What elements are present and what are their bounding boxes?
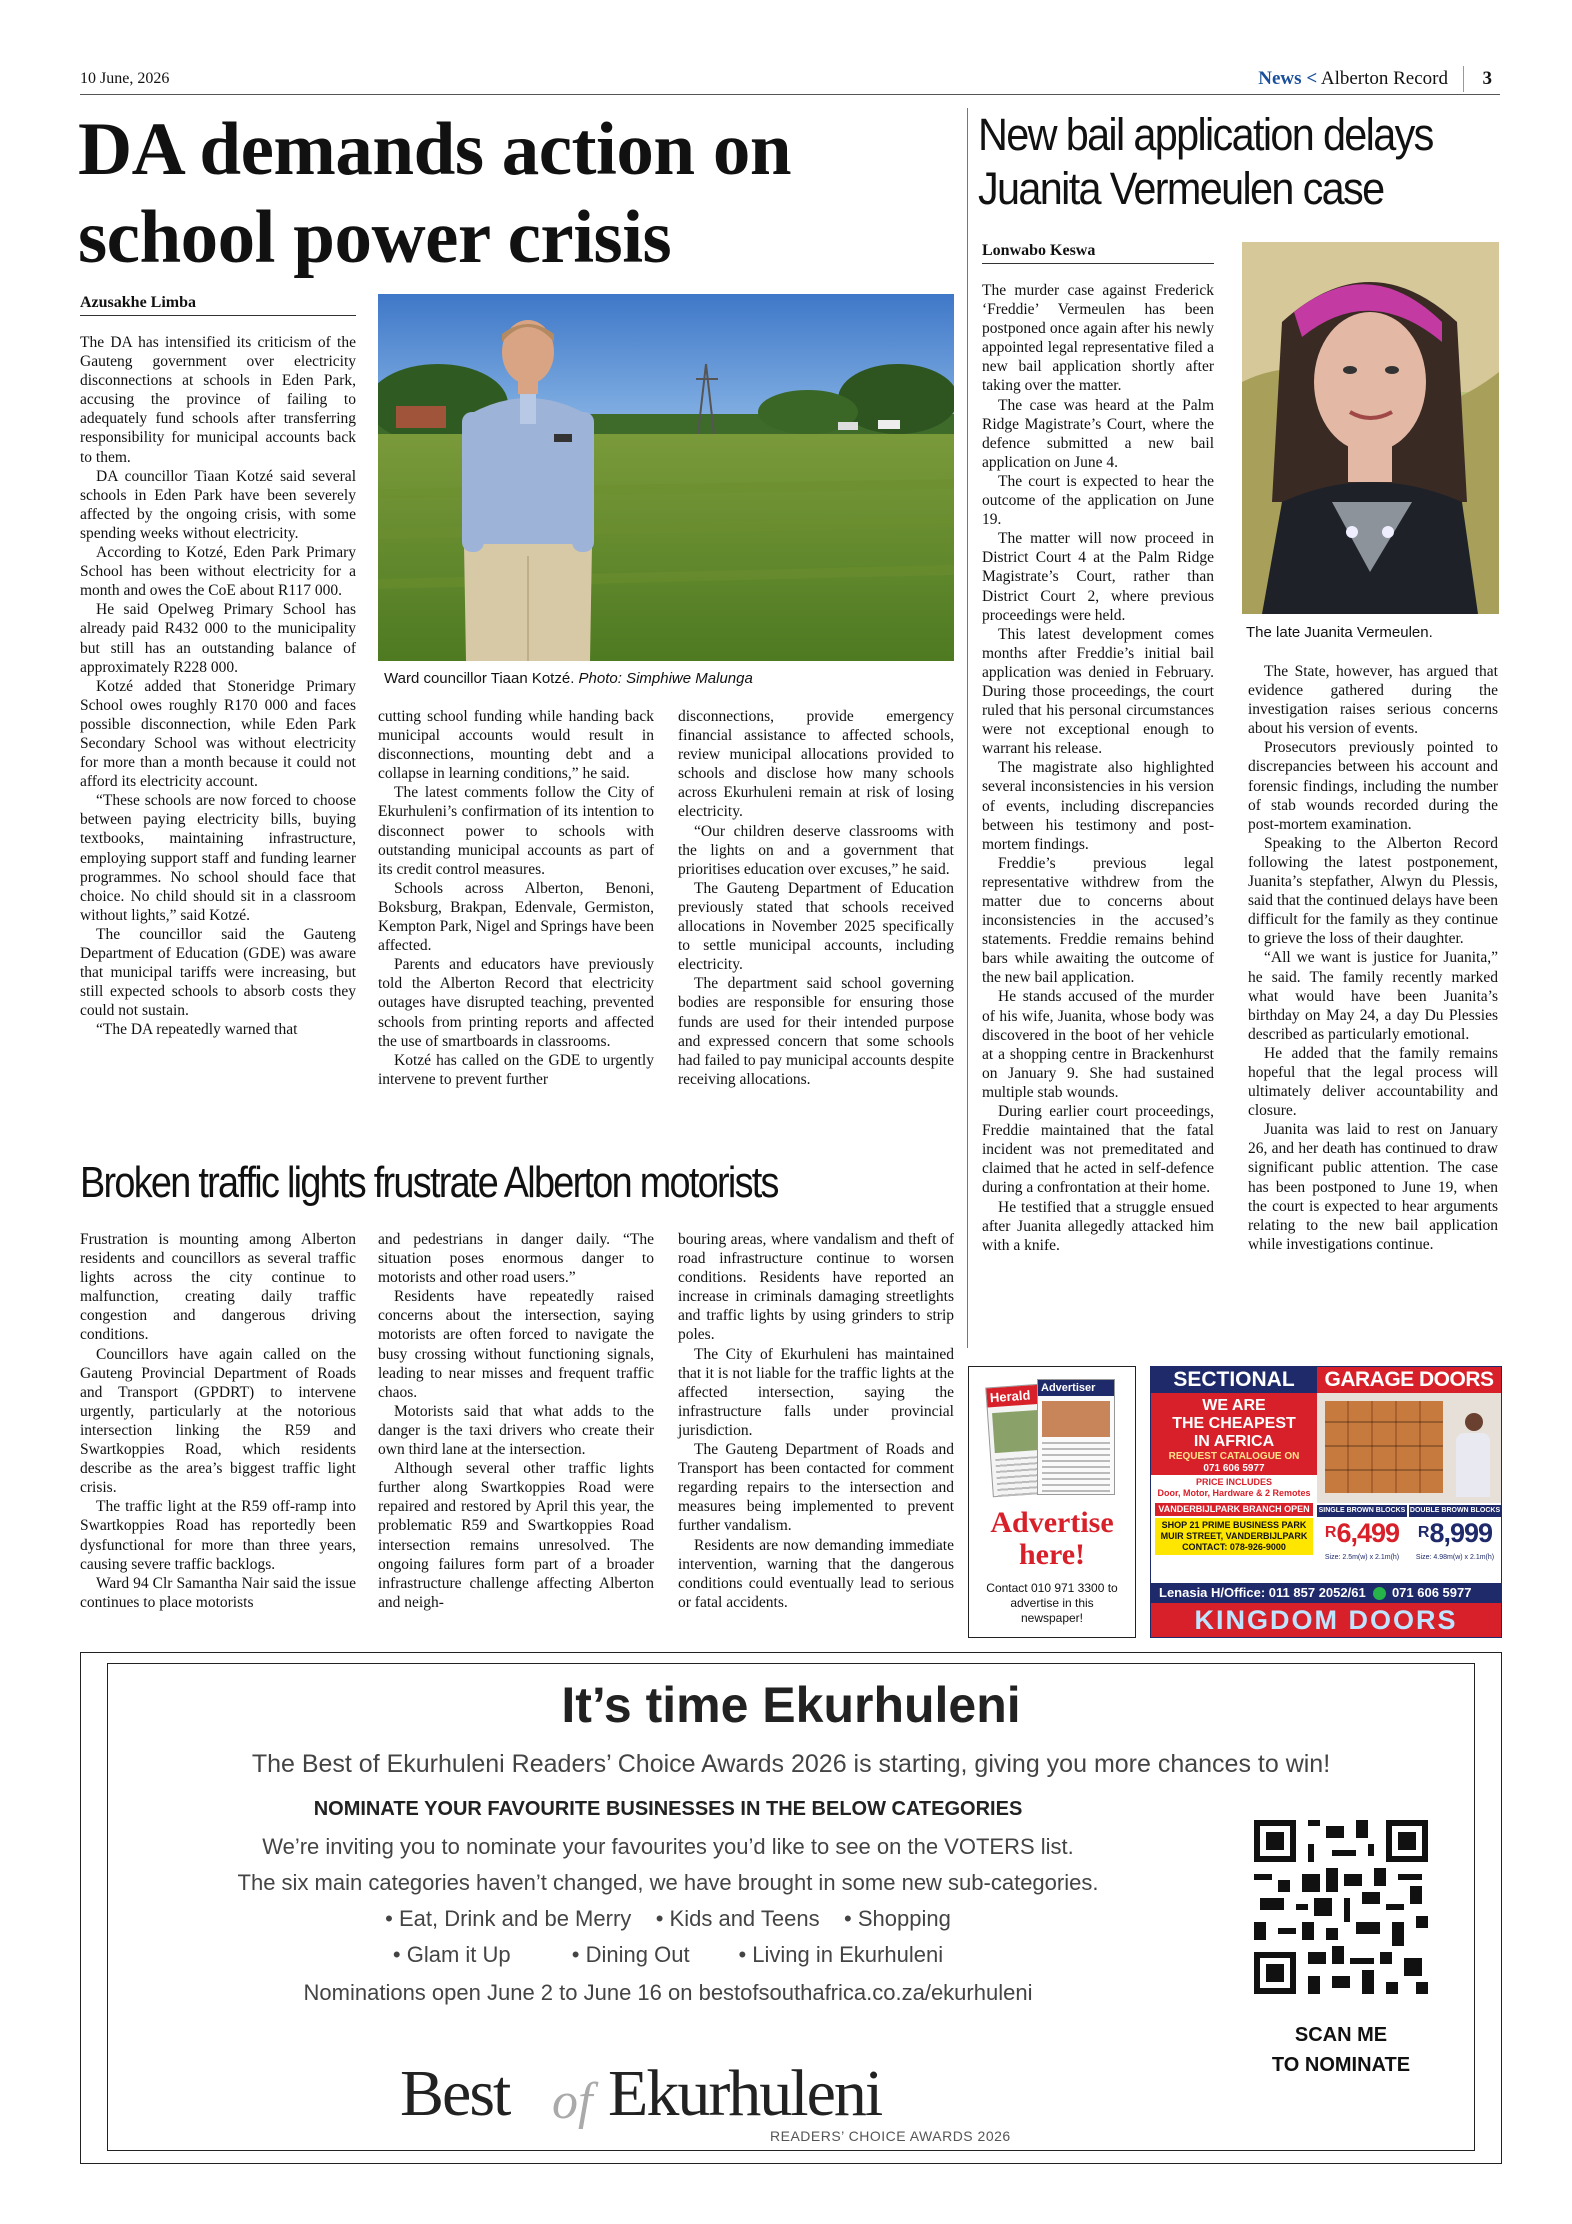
nominate-line1: We’re inviting you to nominate your favourites you’d like to see on the VOTERS list. — [262, 1834, 1074, 1859]
single-door-price — [1317, 1505, 1407, 1581]
single-size: Size: 2.5m(w) x 2.1m(h) — [1324, 1554, 1400, 1561]
story2-col1-p10: He testified that a struggle ensued after Juanita allegedly attacked him with a knife. — [982, 1198, 1214, 1254]
awards-advert-frame — [80, 1652, 1502, 2164]
head-office-bar — [1151, 1583, 1501, 1603]
branch-title: VANDERBIJLPARK BRANCH OPEN — [1155, 1503, 1313, 1516]
story2-col2-p1: The State, however, has argued that evidence gathered during the investigation raises serious concerns about his version of events. — [1248, 663, 1498, 738]
story3-col2-p2: Residents have repeatedly raised concerns about the intersection, saying motorists are often forced to navigate the busy crossing without functioning signals, leading to near misses and frequent traffic chaos. — [378, 1288, 654, 1401]
story2-photo — [1242, 242, 1499, 614]
house-advert[interactable] — [968, 1366, 1136, 1638]
logo-place: Ekurhuleni — [608, 2057, 882, 2130]
story3-col1-p4: Ward 94 Clr Samantha Nair said the issue continues to place motorists — [80, 1574, 356, 1611]
story3-col1-p1: Frustration is mounting among Alberton residents and councillors as several traffic lights across the city continue to malfunction, creating daily traffic congestion and dangerous driving conditions. — [80, 1231, 356, 1344]
head-office-whatsapp[interactable]: 071 606 5977 — [1391, 1585, 1472, 1600]
story1-col2-p3: Schools across Alberton, Benoni, Boksburg, Brakpan, Edenvale, Germiston, Kempton Park, Nigel and Springs have been affected. — [378, 879, 654, 955]
scan-me-label — [1218, 2020, 1464, 2080]
story1-col1-p2: DA councillor Tiaan Kotzé said several schools in Eden Park have been severely affected by the ongoing crisis, with some spending weeks without electricity. — [80, 467, 356, 542]
single-price-row — [1317, 1517, 1407, 1554]
story1-col2-p5: Kotzé has called on the GDE to urgently intervene to prevent further — [378, 1051, 654, 1088]
double-price-row — [1409, 1517, 1501, 1554]
garage-door-image — [1317, 1393, 1501, 1503]
story2-col1-p8: He stands accused of the murder of his wife, Juanita, whose body was discovered in the boot of her vehicle at a shopping centre in Brackenhurst on January 9. She had sustained multiple stab wounds. — [982, 988, 1214, 1101]
sectional-banner: SECTIONAL — [1151, 1367, 1317, 1393]
branch-info — [1151, 1503, 1317, 1557]
story2-col1-p5: This latest development comes months after Freddie’s initial bail application was denied in February. During those proceedings, the court ruled that his personal circumstances were not exceptional enough to warrant his release. — [982, 625, 1214, 758]
story2-col1-p4: The matter will now proceed in District Court 4 at the Palm Ridge Magistrate’s Court, rather than District Court 2, where previous proceedings were held. — [982, 530, 1214, 624]
claim-line2: THE CHEAPEST — [1172, 1415, 1296, 1432]
header-divider — [1463, 66, 1464, 92]
story2-col1-p1: The murder case against Frederick ‘Freddie’ Vermeulen has been postponed once again after his newly appointed legal representative filed a new bail application shortly after taking over the matter. — [982, 282, 1214, 395]
paper2-photo — [1042, 1401, 1110, 1437]
single-price: 6,499 — [1336, 1518, 1400, 1548]
catalogue-number[interactable]: 071 606 5977 — [1203, 1463, 1265, 1474]
logo-tagline: READERS’ CHOICE AWARDS 2026 — [770, 2128, 1011, 2144]
story3-col3 — [678, 1230, 954, 1612]
story3-col2-p1: and pedestrians in danger daily. “The situation poses enormous danger to motorists and other road users.” — [378, 1231, 654, 1287]
story1-byline: Azusakhe Limba — [80, 294, 356, 316]
story1-headline — [78, 106, 958, 282]
single-currency: R — [1324, 1524, 1337, 1541]
story3-col3-p4: Residents are now demanding immediate intervention, warning that the dangerous conditions could eventually lead to serious or fatal accidents. — [678, 1536, 954, 1611]
figure-body — [1456, 1433, 1490, 1497]
category-item: • Shopping — [844, 1906, 951, 1931]
price-includes — [1151, 1475, 1317, 1499]
section-separator: < — [1306, 68, 1318, 89]
story2-col1-p6: The magistrate also highlighted several inconsistencies in his version of events, including discrepancies between his testimony and post-mortem findings. — [982, 759, 1214, 853]
paper-front — [1037, 1379, 1115, 1495]
price-includes-items: Door, Motor, Hardware & 2 Remotes — [1157, 1488, 1311, 1498]
nominations-dates[interactable]: Nominations open June 2 to June 16 on bestofsouthafrica.co.za/ekurhuleni — [303, 1980, 1033, 2005]
story1-col2-p4: Parents and educators have previously told the Alberton Record that electricity outages have disrupted teaching, prevented schools from printing reports and affected the use of smartboards in classrooms. — [378, 956, 654, 1050]
awards-title: It’s time Ekurhuleni — [561, 1677, 1021, 1733]
price-includes-label: PRICE INCLUDES — [1195, 1477, 1272, 1487]
category-item: • Eat, Drink and be Merry — [385, 1906, 632, 1931]
garage-doors-banner: GARAGE DOORS — [1317, 1367, 1501, 1393]
story2-col1-p3: The court is expected to hear the outcome of the application on June 19. — [982, 472, 1214, 529]
logo-of: of — [552, 2073, 593, 2130]
category-item: • Kids and Teens — [655, 1906, 820, 1931]
story2-col2 — [1248, 662, 1498, 1254]
story1-col2 — [378, 707, 654, 1089]
story1-headline-line1: DA demands action on — [78, 108, 792, 191]
story3-col2-p3: Motorists said that what adds to the danger is the taxi drivers who create their own third lane at the intersection. — [378, 1402, 654, 1459]
story3-col3-p1: bouring areas, where vandalism and theft of road infrastructure continue to worsen conditions. Residents have reported an increase in criminals damaging streetlights and traffic lights by using grinders to strip poles. — [678, 1231, 954, 1344]
categories-row1 — [148, 1901, 1188, 1937]
story3-col2-p4: Although several other traffic lights further along Swartkoppies Road were repaired and restored by April this year, the problematic R59 and Swartkoppies Road intersection remains unresolved. The ongoing failures form part of a broader infrastructure challenge affecting Alberton and neigh- — [378, 1460, 654, 1611]
story2-col1 — [982, 281, 1214, 1255]
story1-photo-credit: Photo: Simphiwe Malunga — [578, 670, 753, 687]
story1-col1-p3: According to Kotzé, Eden Park Primary School has been without electricity for a month and owes the CoE about R117 000. — [80, 544, 356, 600]
advertise-contact: Contact 010 971 3300 to advertise in this newspaper! — [986, 1581, 1118, 1625]
story3-col3-p3: The Gauteng Department of Roads and Transport has been contacted for comment regarding repairs to the intersection and measures being implemented to prevent further vandalism. — [678, 1441, 954, 1535]
qr-code[interactable] — [1248, 1814, 1434, 2000]
categories-row2 — [148, 1937, 1188, 1973]
story2-headline — [978, 108, 1456, 216]
scan-me-line2: TO NOMINATE — [1271, 2054, 1411, 2076]
story3-col2 — [378, 1230, 654, 1612]
story2-col1-p7: Freddie’s previous legal representative withdrew from the matter due to concerns about inconsistencies in the accused’s statements. Freddie remains behind bars while awaiting the outcome of the new bail application. — [982, 854, 1214, 987]
door-panel-lines — [1325, 1401, 1443, 1493]
branch-address-line2: MUIR STREET, VANDERBIJLPARK — [1160, 1531, 1308, 1541]
column-rule — [967, 108, 968, 1348]
advertise-here-heading: Advertise here! — [990, 1506, 1114, 1571]
story1-col3-p2: “Our children deserve classrooms with the lights on and a government that prioritises education over excuses,” he said. — [678, 822, 954, 878]
section-label — [1258, 68, 1448, 90]
double-currency: R — [1417, 1524, 1430, 1541]
paper2-lines — [1042, 1442, 1110, 1492]
story1-col3 — [678, 707, 954, 1089]
paper1-masthead: Herald — [986, 1384, 1055, 1408]
qr-code-icon — [1248, 1814, 1434, 2000]
claim-line1: WE ARE — [1202, 1397, 1266, 1414]
juanita-photo-image — [1242, 242, 1499, 614]
story1-photo-caption — [384, 670, 753, 687]
story1-col1-p7: The councillor said the Gauteng Department of Education (GDE) was aware that municipal tariffs were increasing, but still expected schools to absorb costs they could not sustain. — [80, 925, 356, 1020]
nominate-block — [148, 1798, 1188, 2013]
story2-byline: Lonwabo Keswa — [982, 242, 1214, 264]
logo-best: Best — [400, 2057, 510, 2130]
story2-col2-p4: “All we want is justice for Juanita,” he said. The family recently marked what would have been Juanita’s birthday on May 24, a day Du Plessies described as particularly emotional. — [1248, 949, 1498, 1043]
story1-headline-line2: school power crisis — [78, 196, 672, 279]
newspaper-stack — [989, 1379, 1113, 1497]
story3-headline: Broken traffic lights frustrate Alberton motorists — [80, 1158, 778, 1207]
awards-subtitle: The Best of Ekurhuleni Readers’ Choice Awards 2026 is starting, giving you more chances to win! — [251, 1750, 1331, 1778]
story2-col1-p2: The case was heard at the Palm Ridge Magistrate’s Court, where the defence submitted a new bail application on June 4. — [982, 396, 1214, 471]
publication-name: Alberton Record — [1320, 68, 1448, 89]
category-label: Glam it Up — [406, 1942, 511, 1967]
story1-col1-p4: He said Opelweg Primary School has already paid R432 000 to the municipality but still has an outstanding balance of approximately R228 000. — [80, 601, 356, 676]
story1-col2-p2: The latest comments follow the City of Ekurhuleni’s confirmation of its intention to disconnect power to schools with outstanding municipal accounts as part of its credit control measures. — [378, 784, 654, 878]
story1-col1-p6: “These schools are now forced to choose between paying electricity bills, buying textbooks, maintaining infrastructure, employing support staff and funding learner programmes. No school should face that choice. No child should sit in a classroom without lights,” said Kotzé. — [80, 792, 356, 924]
category-item: • Dining Out — [571, 1942, 690, 1967]
category-label: Eat, Drink and be Merry — [398, 1906, 632, 1931]
category-item: • Glam it Up — [392, 1942, 511, 1967]
story1-photo — [378, 294, 954, 661]
section-name: News — [1258, 68, 1302, 89]
story3-col1-p2: Councillors have again called on the Gauteng Provincial Department of Roads and Transport (GPDRT) to intervene urgently, particularly at the notorious intersection linking the R59 and Swartkoppies Road, which residents describe as the area’s biggest traffic light crisis. — [80, 1345, 356, 1497]
double-label: DOUBLE BROWN BLOCKS — [1409, 1505, 1501, 1517]
story1-col1-p5: Kotzé added that Stoneridge Primary School owes roughly R170 000 and faces possible disconnection, while Eden Park Secondary School was without electricity for more than a month because it could not afford its electricity account. — [80, 677, 356, 791]
kingdom-doors-banner: KINGDOM DOORS — [1151, 1603, 1501, 1637]
story1-col2-p1: cutting school funding while handing back municipal accounts would result in disconnections, mounting debt and a collapse in learning conditions,” he said. — [378, 708, 654, 783]
catalogue-label: REQUEST CATALOGUE ON — [1168, 1451, 1300, 1462]
head-office-number[interactable]: Lenasia H/Office: 011 857 2052/61 — [1159, 1585, 1366, 1600]
story1-col1-p1: The DA has intensified its criticism of the Gauteng government over electricity disconnections at schools in Eden Park, accusing the province of failing to adequately fund schools after transferring responsibility for municipal accounts back to them. — [80, 334, 356, 466]
story3-col3-p2: The City of Ekurhuleni has maintained that it is not liable for the traffic lights at the affected intersection, saying the infrastructure falls under provincial jurisdiction. — [678, 1345, 954, 1439]
couple-figure — [1453, 1413, 1493, 1501]
cheapest-claim — [1151, 1393, 1317, 1475]
double-door-price — [1409, 1505, 1501, 1581]
branch-contact[interactable]: CONTACT: 078-926-9000 — [1182, 1542, 1286, 1552]
single-label: SINGLE BROWN BLOCKS — [1317, 1505, 1407, 1517]
garage-doors-advert[interactable] — [1150, 1366, 1502, 1638]
double-size: Size: 4.98m(w) x 2.1m(h) — [1415, 1554, 1495, 1561]
category-label: Living in Ekurhuleni — [752, 1942, 944, 1967]
councillor-photo-image — [378, 294, 954, 661]
whatsapp-icon — [1373, 1587, 1386, 1600]
awards-advert[interactable] — [107, 1663, 1475, 2151]
best-of-ekurhuleni-logo — [400, 2056, 1040, 2142]
category-label: Kids and Teens — [669, 1906, 820, 1931]
story3-col1-p3: The traffic light at the R59 off-ramp into Swartkoppies Road has reportedly been dysfunctional for more than three years, causing severe traffic backlogs. — [80, 1498, 356, 1573]
nominate-heading: NOMINATE YOUR FAVOURITE BUSINESSES IN THE BELOW CATEGORIES — [313, 1798, 1023, 1820]
page-header — [80, 64, 1500, 95]
category-label: Shopping — [857, 1906, 951, 1931]
issue-date: 10 June, 2026 — [80, 70, 170, 87]
story2-photo-caption: The late Juanita Vermeulen. — [1246, 624, 1433, 641]
scan-me-line1: SCAN ME — [1294, 2024, 1388, 2046]
category-item: • Living in Ekurhuleni — [738, 1942, 944, 1967]
story1-col3-p1: disconnections, provide emergency financial assistance to affected schools, review municipal allocations provided to schools and disclose how many schools across Ekurhuleni remain at risk of losing electricity. — [678, 708, 954, 821]
branch-address-line1: SHOP 21 PRIME BUSINESS PARK — [1161, 1520, 1307, 1530]
claim-line3: IN AFRICA — [1193, 1433, 1275, 1450]
story2-col2-p6: Juanita was laid to rest on January 26, and her death has continued to draw significant public attention. The case has been postponed to June 19, when the court is expected to hear arguments relating to the new bail application while investigations continue. — [1248, 1121, 1498, 1253]
page-number: 3 — [1482, 68, 1492, 89]
story2-col1-p9: During earlier court proceedings, Freddie maintained that the fatal incident was not premeditated and claimed that he acted in self-defence during a confrontation at their home. — [982, 1103, 1214, 1197]
story1-col3-p4: The department said school governing bodies are responsible for ensuring those funds are used for their intended purpose and expressed concern that some schools had failed to pay municipal accounts despite receiving allocations. — [678, 975, 954, 1088]
figure-head — [1465, 1413, 1483, 1431]
story2-col2-p5: He added that the family remains hopeful that the legal process will ultimately deliver accountability and closure. — [1248, 1044, 1498, 1120]
story2-headline-line1: New bail application delays — [978, 109, 1433, 160]
double-price: 8,999 — [1429, 1518, 1493, 1548]
story1-col1 — [80, 333, 356, 1039]
branch-address — [1155, 1518, 1313, 1555]
paper2-masthead: Advertiser — [1038, 1380, 1114, 1396]
story1-caption-text: Ward councillor Tiaan Kotzé. — [384, 670, 575, 687]
story2-headline-line2: Juanita Vermeulen case — [978, 163, 1384, 214]
category-label: Dining Out — [585, 1942, 690, 1967]
story2-col2-p3: Speaking to the Alberton Record following the latest postponement, Juanita’s stepfather, Alwyn du Plessis, said that the continued delays have been difficult for the family as they continue to grieve the loss of their daughter. — [1248, 834, 1498, 948]
story1-col1-p8: “The DA repeatedly warned that — [96, 1021, 298, 1039]
story2-col2-p2: Prosecutors previously pointed to discrepancies between his account and forensic findings, including the number of stab wounds recorded during the post-mortem examination. — [1248, 739, 1498, 833]
story3-col1 — [80, 1230, 356, 1612]
nominate-line2: The six main categories haven’t changed, we have brought in some new sub-categories. — [237, 1870, 1099, 1895]
story1-col3-p3: The Gauteng Department of Education previously stated that schools received allocations in November 2025 specifically to settle municipal accounts, including electricity. — [678, 879, 954, 974]
